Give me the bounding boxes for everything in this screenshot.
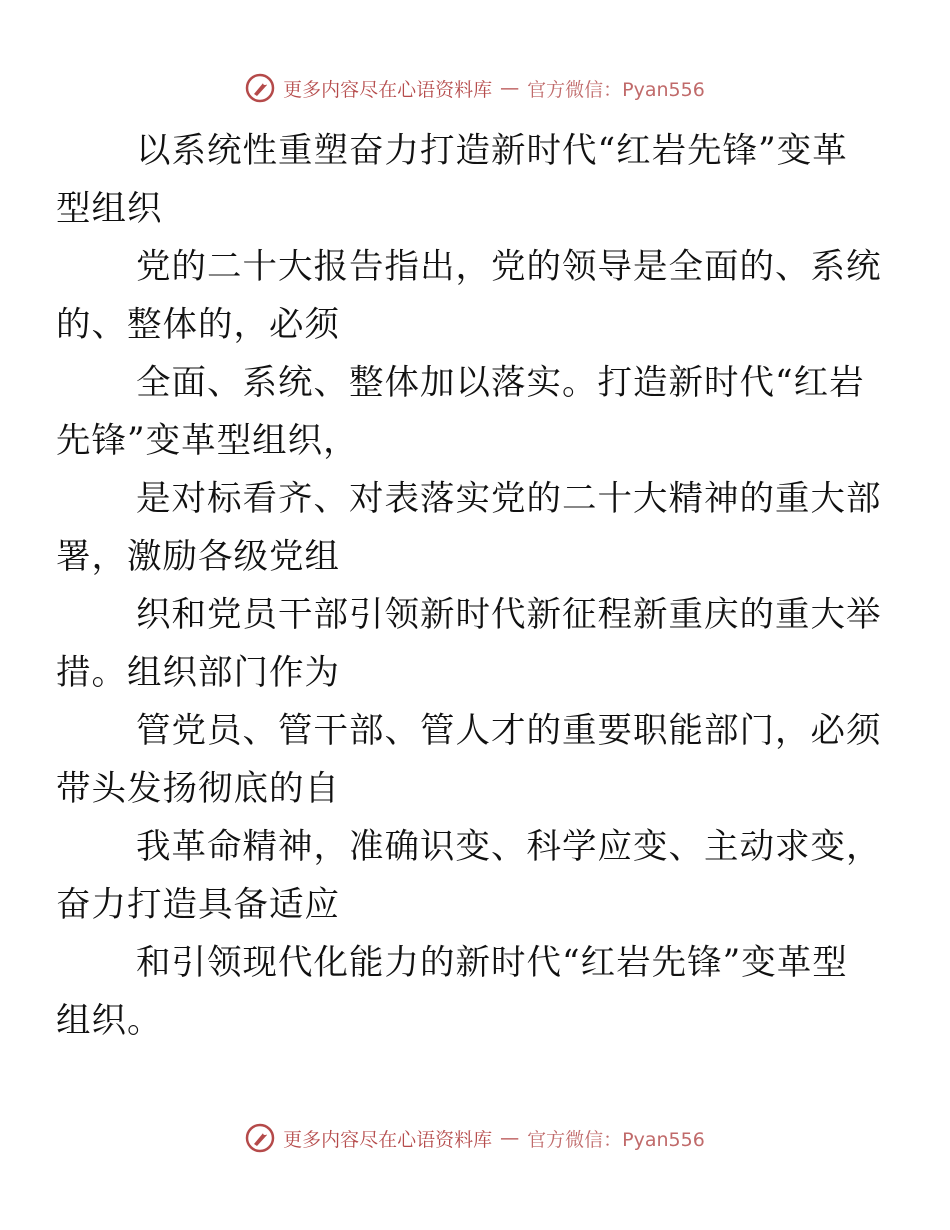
watermark-wechat-text: 官方微信：Pyan556 xyxy=(527,78,705,101)
document-body xyxy=(56,122,882,1050)
paragraph-line: 带头发扬彻底的自 xyxy=(56,769,340,809)
header-watermark xyxy=(0,73,950,103)
paragraph-5 xyxy=(56,586,882,702)
footer-watermark xyxy=(0,1123,950,1153)
watermark-wechat-text: 官方微信：Pyan556 xyxy=(527,1128,705,1151)
watermark-dash: — xyxy=(500,1127,520,1149)
paragraph-2 xyxy=(56,238,882,354)
paragraph-1 xyxy=(56,122,856,238)
paragraph-line: 署，激励各级党组 xyxy=(56,537,340,577)
paragraph-line: 措。组织部门作为 xyxy=(56,653,340,693)
paragraph-line: 以系统性重塑奋力打造新时代“红岩先锋”变革 xyxy=(136,131,848,171)
paragraph-4 xyxy=(56,470,882,586)
paragraph-line: 和引领现代化能力的新时代“红岩先锋”变革型 xyxy=(136,943,848,983)
paragraph-line: 型组织 xyxy=(56,189,163,229)
paragraph-line: 是对标看齐、对表落实党的二十大精神的重大部 xyxy=(136,479,882,519)
paragraph-7 xyxy=(56,818,882,934)
paragraph-3 xyxy=(56,354,865,470)
paragraph-6 xyxy=(56,702,882,818)
watermark-main-text: 更多内容尽在心语资料库 xyxy=(283,78,493,101)
paragraph-line: 织和党员干部引领新时代新征程新重庆的重大举 xyxy=(136,595,882,635)
paragraph-line: 管党员、管干部、管人才的重要职能部门，必须 xyxy=(136,711,882,751)
pen-nib-logo-icon xyxy=(245,1123,275,1153)
paragraph-line: 先锋”变革型组织， xyxy=(56,421,359,461)
paragraph-line: 党的二十大报告指出，党的领导是全面的、系统 xyxy=(136,247,882,287)
paragraph-line: 奋力打造具备适应 xyxy=(56,885,340,925)
watermark-main-text: 更多内容尽在心语资料库 xyxy=(283,1128,493,1151)
paragraph-line: 全面、系统、整体加以落实。打造新时代“红岩 xyxy=(136,363,865,403)
watermark-dash: — xyxy=(500,77,520,99)
paragraph-8 xyxy=(56,934,856,1050)
pen-nib-logo-icon xyxy=(245,73,275,103)
paragraph-line: 的、整体的，必须 xyxy=(56,305,340,345)
paragraph-line: 我革命精神，准确识变、科学应变、主动求变， xyxy=(136,827,882,867)
paragraph-line: 组织。 xyxy=(56,1001,163,1041)
